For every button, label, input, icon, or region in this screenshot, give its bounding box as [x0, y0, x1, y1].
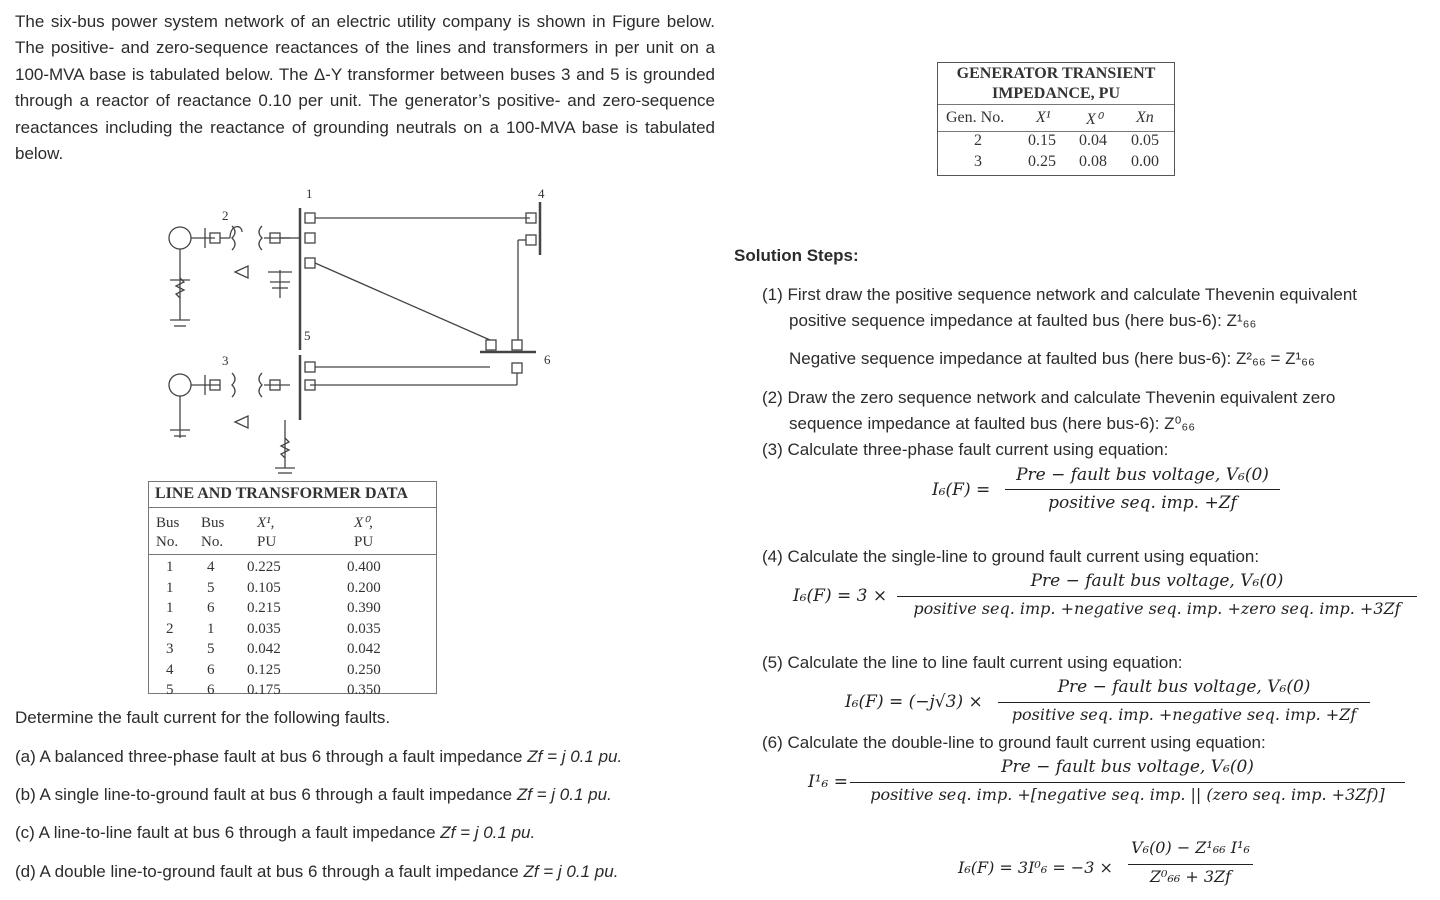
bus-label-5: 5	[304, 328, 311, 343]
gen-header-x0: X⁰	[1086, 111, 1103, 128]
determine-text: Determine the fault current for the following faults.	[15, 708, 391, 727]
line-table-cell: 0.042	[247, 641, 281, 657]
lt-sh2: No.	[201, 534, 224, 550]
line-table-cell: 0.035	[247, 620, 281, 637]
gen-row2-no: 3	[974, 153, 982, 170]
gen-row1-x0: 0.04	[1079, 132, 1107, 149]
gen-header-xn: Xn	[1136, 109, 1154, 126]
lt-sh4: PU	[354, 534, 374, 550]
question-c-impedance: Zf = j 0.1 pu.	[440, 823, 536, 842]
gen-row1-no: 2	[974, 132, 982, 149]
step2-line2: sequence impedance at faulted bus (here bus-6): Z⁰₆₆	[789, 414, 1196, 433]
gen-row2-x1: 0.25	[1028, 153, 1056, 170]
bus-label-3: 3	[222, 353, 229, 368]
line-table-cell: 6	[207, 600, 215, 616]
line-table-cell: 5	[207, 579, 215, 596]
eq7-denominator: Z⁰₆₆ + 3Zf	[1149, 867, 1232, 886]
step1-line2: positive sequence impedance at faulted bus (here bus-6): Z¹₆₆	[789, 311, 1257, 330]
line-table-cell: 0.042	[347, 641, 381, 657]
eq7-numerator: V₆(0) − Z¹₆₆ I¹₆	[1131, 838, 1250, 857]
line-table-cell: 5	[207, 641, 215, 657]
bus-label-2: 2	[222, 208, 229, 223]
generator-2-symbol	[169, 227, 191, 249]
line-table-cell: 0.250	[347, 661, 381, 678]
eq6-fraction-bar	[850, 782, 1405, 783]
eq4-numerator: Pre − fault bus voltage, V₆(0)	[1030, 571, 1284, 591]
line-table-cell: 2	[166, 620, 174, 637]
eq3-denominator: positive seq. imp. +Zf	[1048, 493, 1237, 513]
lt-h3: X¹,	[257, 515, 275, 531]
eq5-numerator: Pre − fault bus voltage, V₆(0)	[1057, 677, 1311, 697]
line-table-cell: 6	[207, 682, 215, 698]
eq3-fraction-bar	[1005, 489, 1280, 490]
lt-sh1: No.	[156, 534, 179, 550]
line-table-cell: 0.350	[347, 682, 381, 698]
line-table-cell: 0.125	[247, 661, 281, 678]
line-table-cell: 0.105	[247, 579, 281, 596]
question-b-text: (b) A single line-to-ground fault at bus 6 through a fault impedance	[15, 785, 517, 804]
question-c	[15, 823, 535, 843]
eq5-denominator: positive seq. imp. +negative seq. imp. +Zf	[1011, 705, 1357, 724]
eq4-denominator: positive seq. imp. +negative seq. imp. +zero seq. imp. +3Zf	[913, 599, 1401, 618]
generator-3-symbol	[169, 374, 191, 396]
bus-label-4: 4	[538, 186, 545, 201]
generator-table-title	[938, 63, 1174, 105]
line-table-cell: 1	[166, 559, 174, 575]
eq4-fraction-bar	[897, 596, 1417, 597]
solution-heading: Solution Steps:	[734, 246, 859, 265]
line-table-cell: 1	[166, 600, 174, 616]
line-table-cell: 0.390	[347, 600, 381, 616]
question-a	[15, 747, 622, 767]
line-table-title: LINE AND TRANSFORMER DATA	[149, 482, 436, 508]
step2-line1: (2) Draw the zero sequence network and calculate Thevenin equivalent zero	[762, 388, 1336, 407]
line-table-cell: 0.035	[347, 620, 381, 637]
gen-row1-xn: 0.05	[1131, 132, 1159, 149]
generator-table-title-line1: GENERATOR TRANSIENT	[956, 65, 1156, 82]
line-table-cell: 0.215	[247, 600, 281, 616]
bus-label-1: 1	[306, 186, 313, 201]
line-table-cell: 5	[166, 682, 174, 698]
step6-text: (6) Calculate the double-line to ground fault current using equation:	[762, 733, 1266, 752]
gen-row1-x1: 0.15	[1028, 132, 1056, 149]
question-b	[15, 785, 612, 805]
eq5-lhs: I₆(F) = (−j√3) ×	[845, 692, 983, 712]
eq7-fraction-bar	[1128, 864, 1253, 865]
question-d	[15, 862, 618, 882]
gen-header-no: Gen. No.	[946, 109, 1005, 126]
generator-impedance-table	[937, 62, 1175, 176]
bus-label-6: 6	[544, 352, 551, 367]
line-table-cell: 1	[207, 620, 215, 637]
eq3-lhs: I₆(F) =	[932, 480, 991, 500]
line-table-cell: 4	[166, 661, 174, 678]
question-c-text: (c) A line-to-line fault at bus 6 through a fault impedance	[15, 823, 441, 842]
generator-table-title-line2: IMPEDANCE, PU	[992, 85, 1120, 102]
lt-h1: Bus	[156, 515, 180, 531]
step5-text: (5) Calculate the line to line fault current using equation:	[762, 653, 1183, 672]
line-transformer-table	[148, 481, 437, 698]
question-d-impedance: Zf = j 0.1 pu.	[523, 862, 619, 881]
question-a-impedance: Zf = j 0.1 pu.	[527, 747, 623, 766]
eq7-lhs: I₆(F) = 3I⁰₆ = −3 ×	[958, 858, 1113, 877]
question-a-text: (a) A balanced three-phase fault at bus 6 through a fault impedance	[15, 747, 528, 766]
step3-text: (3) Calculate three-phase fault current using equation:	[762, 440, 1169, 459]
eq5-fraction-bar	[998, 702, 1370, 703]
six-bus-one-line-diagram	[160, 180, 560, 480]
step1-line1: (1) First draw the positive sequence network and calculate Thevenin equivalent	[762, 285, 1358, 304]
lt-h4: X⁰,	[354, 515, 373, 531]
gen-header-x1: X¹	[1036, 109, 1051, 126]
eq6-denominator: positive seq. imp. +[negative seq. imp. || (zero seq. imp. +3Zf)]	[870, 785, 1385, 804]
gen-row2-xn: 0.00	[1131, 153, 1159, 170]
line-table-cell: 6	[207, 661, 215, 678]
eq6-lhs: I¹₆ =	[808, 772, 848, 792]
eq6-numerator: Pre − fault bus voltage, V₆(0)	[1001, 757, 1254, 777]
line-table-cell: 0.200	[347, 579, 381, 596]
line-table-cell: 0.400	[347, 559, 381, 575]
step4-text: (4) Calculate the single-line to ground fault current using equation:	[762, 547, 1260, 566]
step1-line3: Negative sequence impedance at faulted bus (here bus-6): Z²₆₆ = Z¹₆₆	[789, 349, 1315, 368]
line-table-cell: 0.175	[247, 682, 281, 698]
question-d-text: (d) A double line-to-ground fault at bus 6 through a fault impedance	[15, 862, 524, 881]
gen-row2-x0: 0.08	[1079, 153, 1107, 170]
eq3-numerator: Pre − fault bus voltage, V₆(0)	[1016, 465, 1269, 485]
question-b-impedance: Zf = j 0.1 pu.	[516, 785, 612, 804]
eq4-lhs: I₆(F) = 3 ×	[793, 586, 888, 606]
lt-sh3: PU	[257, 534, 277, 550]
lt-h2: Bus	[201, 515, 225, 531]
intro-paragraph: The six-bus power system network of an electric utility company is shown in Figure below. The positive- and zero-sequence reactances of the lines and transformers in per unit on a 100-MVA base is tabulated below. The Δ-Y transformer between buses 3 and 5 is grounded through a reactor of reactance 0.10 per unit. The generator’s positive- and zero-sequence reactances including the reactance of grounding neutrals on a 100-MVA base is tabulated below.	[15, 12, 715, 164]
line-table-cell: 1	[166, 579, 174, 596]
line-table-cell: 3	[166, 641, 174, 657]
line-table-cell: 4	[207, 559, 215, 575]
line-table-cell: 0.225	[247, 559, 281, 575]
